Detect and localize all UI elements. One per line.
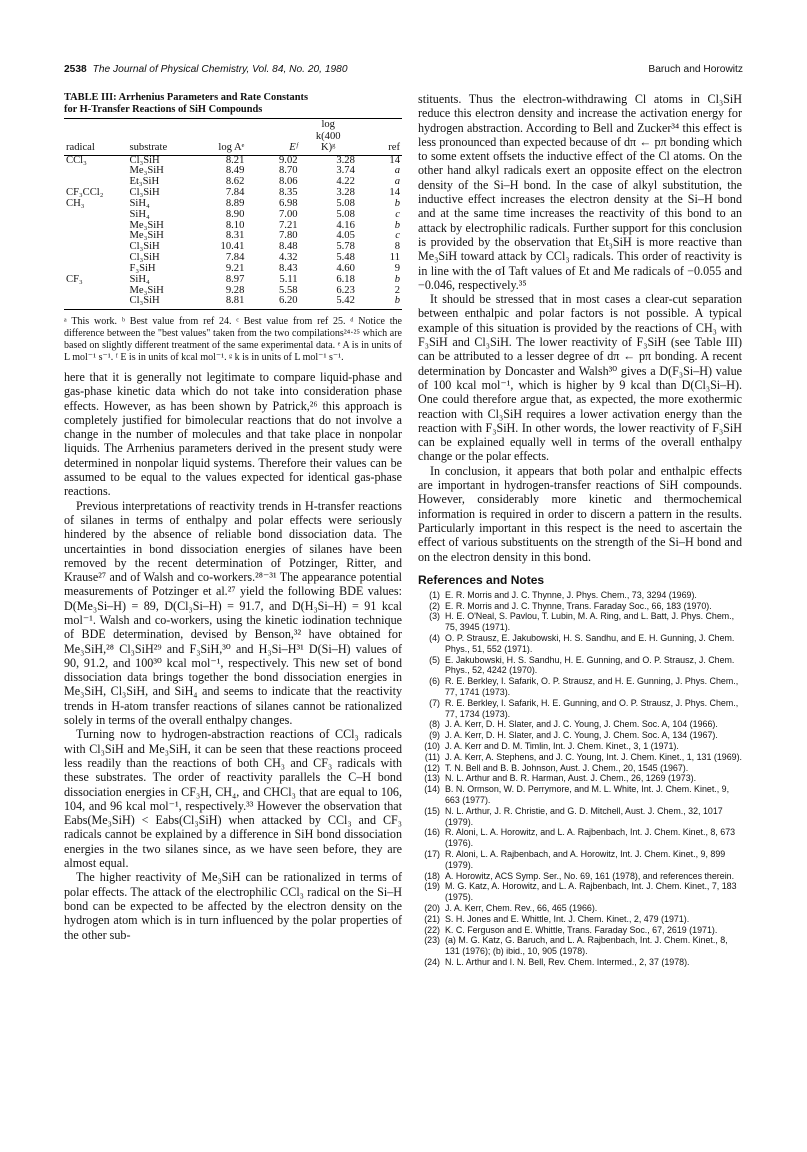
cell-ref: a: [394, 176, 400, 188]
reference-item: [418, 935, 742, 957]
reference-text: R. Aloni, L. A. Horowitz, and L. A. Rajbenbach, Int. J. Chem. Kinet., 8, 673 (1976).: [445, 827, 736, 849]
reference-text: J. A. Kerr and D. M. Timlin, Int. J. Chem. Kinet., 3, 1 (1971).: [445, 740, 679, 751]
cell-ref: 2: [394, 284, 400, 296]
cell-substrate: Cl₃SiH: [128, 296, 192, 309]
cell-logk: 4.05: [336, 230, 355, 242]
reference-number: (7): [429, 697, 440, 708]
cell-logA: 10.41: [220, 241, 245, 253]
cell-ref: 8: [394, 241, 400, 253]
cell-ref: 11: [389, 252, 400, 264]
cell-logk: 6.18: [336, 273, 355, 285]
reference-text: R. E. Berkley, I. Safarik, H. E. Gunning, and O. P. Strausz, J. Phys. Chem., 77, 1734 (1973).: [445, 697, 739, 719]
reference-text: R. Aloni, L. A. Rajbenbach, and A. Horowitz, Int. J. Chem. Kinet., 9, 899 (1979).: [445, 848, 726, 870]
cell-E: 8.35: [279, 187, 298, 199]
reference-item: [418, 655, 742, 677]
reference-number: (2): [429, 600, 440, 611]
reference-item: [418, 741, 742, 752]
left-column: [64, 92, 402, 942]
cell-logk: 3.28: [336, 154, 355, 166]
table-row: [64, 275, 402, 286]
running-head-authors: Baruch and Horowitz: [648, 64, 743, 75]
cell-substrate: SiH₄: [129, 273, 150, 285]
paragraph: Turning now to hydrogen-abstraction reactions of CCl₃ radicals with Cl₃SiH and Me₃SiH, it can be seen that these reactions proceed less readily than the reactions of both CH₃ and CF₃ radicals with these substrates. The order of reactivity parallels the C–H bond dissociation energies in CF₃H, CH₄, and CHCl₃ that are equal to 106, 104, and 96 kcal mol⁻¹, respectively.³³ However the observation that Eabs(Me₃SiH) < Eabs(Cl₃SiH) when attacked by CCl₃ and CF₃ radicals cannot be explained by a difference in SiH bond dissociation energies in the two silanes since, as we have seen before, they are almost equal.: [64, 727, 402, 871]
reference-number: (12): [424, 762, 440, 773]
reference-text: E. R. Morris and J. C. Thynne, Trans. Faraday Soc., 66, 183 (1970).: [445, 600, 712, 611]
reference-number: (23): [424, 935, 440, 946]
cell-ref: c: [395, 208, 400, 220]
reference-item: [418, 763, 742, 774]
reference-item: [418, 773, 742, 784]
reference-item: [418, 601, 742, 612]
cell-ref: 14: [389, 154, 400, 166]
table-header-row: [64, 131, 402, 143]
cell-radical: [64, 221, 128, 232]
cell-substrate: SiH₄: [129, 197, 150, 209]
reference-number: (24): [424, 956, 440, 967]
header-k-units: K)ᵍ: [300, 142, 357, 155]
cell-E: 8.43: [279, 262, 298, 274]
reference-text: J. A. Kerr, D. H. Slater, and J. C. Young, J. Chem. Soc. A, 104 (1966).: [445, 719, 718, 730]
reference-text: K. C. Ferguson and E. Whittle, Trans. Faraday Soc., 67, 2619 (1971).: [445, 924, 718, 935]
references-heading: References and Notes: [418, 572, 545, 587]
cell-radical: CH₃: [66, 197, 85, 209]
cell-ref: b: [394, 273, 400, 285]
cell-logA: 8.31: [225, 230, 245, 242]
reference-text: N. L. Arthur, J. R. Christie, and G. D. Mitchell, Aust. J. Chem., 32, 1017 (1979).: [445, 805, 723, 827]
cell-radical: [64, 286, 128, 297]
table-header-row: [64, 142, 402, 155]
reference-text: J. A. Kerr, A. Stephens, and J. C. Young, Int. J. Chem. Kinet., 1, 131 (1969).: [445, 751, 742, 762]
left-body-text: [64, 370, 402, 942]
cell-substrate: F₃SiH: [129, 262, 156, 274]
cell-logk: 4.60: [336, 262, 355, 274]
cell-logA: 8.62: [225, 176, 245, 188]
header-k: k(400: [315, 130, 341, 142]
reference-text: S. H. Jones and E. Whittle, Int. J. Chem. Kinet., 2, 479 (1971).: [445, 913, 690, 924]
table-caption-line: for H-Transfer Reactions of SiH Compounds: [64, 104, 263, 115]
cell-logA: 8.81: [191, 296, 250, 309]
cell-radical: [64, 242, 128, 253]
cell-substrate: Cl₃SiH: [129, 187, 160, 199]
cell-radical: [64, 253, 128, 264]
cell-logA: 8.49: [225, 165, 245, 177]
reference-item: [418, 611, 742, 633]
reference-number: (16): [424, 827, 440, 838]
cell-radical: [64, 210, 128, 221]
reference-item: [418, 676, 742, 698]
reference-text: N. L. Arthur and B. R. Harman, Aust. J. Chem., 26, 1269 (1973).: [445, 773, 697, 784]
reference-number: (20): [424, 902, 440, 913]
cell-E: 8.06: [279, 176, 298, 188]
cell-substrate: Me₃SiH: [129, 219, 164, 231]
cell-logA: 8.97: [225, 273, 245, 285]
cell-logk: 3.28: [336, 187, 355, 199]
reference-item: [418, 957, 742, 968]
paragraph: The higher reactivity of Me₃SiH can be rationalized in terms of polar effects. The attack of the electrophilic CCl₃ radical on the Si–H bond can be expected to be affected by the electron density on the hydrogen atom which is in turn influenced by the polar properties of the other sub-: [64, 870, 402, 942]
reference-item: [418, 849, 742, 871]
reference-text: A. Horowitz, ACS Symp. Ser., No. 69, 161 (1978), and references therein.: [445, 870, 735, 881]
reference-number: (13): [424, 773, 440, 784]
reference-item: [418, 903, 742, 914]
cell-E: 6.98: [279, 197, 298, 209]
cell-logA: 7.84: [225, 252, 245, 264]
arrhenius-table: [64, 118, 402, 310]
cell-substrate: Me₃SiH: [129, 284, 164, 296]
reference-number: (18): [424, 870, 440, 881]
cell-logk: 4.16: [336, 219, 355, 231]
reference-item: [418, 881, 742, 903]
cell-ref: 14: [389, 187, 400, 199]
references-list: [418, 590, 742, 968]
reference-item: [418, 806, 742, 828]
reference-item: [418, 871, 742, 882]
cell-radical: [64, 231, 128, 242]
paragraph: stituents. Thus the electron-withdrawing Cl atoms in Cl₃SiH reduce this electron density and increase the activation energy for hydrogen abstraction. According to Bell and Zucker³⁴ this effect is less pronounced than expected because of dπ ← pπ bonding which to some extent offsets the inductive effect of the Cl atoms. On the other hand alkyl radicals exert an opposite effect on the electron density of the Si–H bond. In the case of alkyl substitution, the inductive effect increases the electron density at the Si–H bond and at the same time increases the reactivity of this bond to an attack by electrophilic radicals. Further support for this conclusion is provided by the observation that Et₃SiH is more reactive than Me₃SiH toward attack by CCl₃ radicals. This order of reactivity is in line with the σI Taft values of Et and Me radicals of −0.055 and −0.046, respectively.³⁵: [418, 92, 742, 292]
reference-text: J. A. Kerr, Chem. Rev., 66, 465 (1966).: [445, 902, 598, 913]
cell-ref: b: [357, 296, 402, 309]
reference-number: (9): [429, 730, 440, 741]
header-log-a: log Aᵉ: [191, 142, 250, 155]
reference-item: [418, 827, 742, 849]
table-footnotes: ᵃ This work. ᵇ Best value from ref 24. ᶜ Best value from ref 25. ᵈ Notice the difference between the "best values" taken from the two compilations²⁴·²⁵ which are based on slightly different treatment of the same experimental data. ᵉ A is in units of L mol⁻¹ s⁻¹. ᶠ E is in units of kcal mol⁻¹. ᵍ k is in units of L mol⁻¹ s⁻¹.: [64, 316, 402, 364]
header-radical: radical: [64, 142, 128, 155]
reference-number: (3): [429, 611, 440, 622]
reference-number: (19): [424, 881, 440, 892]
cell-E: 7.00: [279, 208, 298, 220]
header-log: log: [300, 119, 357, 131]
reference-text: N. L. Arthur and I. N. Bell, Rev. Chem. Intermed., 2, 37 (1978).: [445, 956, 690, 967]
reference-number: (15): [424, 805, 440, 816]
right-column: [418, 92, 742, 968]
cell-logA: 8.21: [225, 154, 245, 166]
table-row: [64, 210, 402, 221]
table-caption-line: TABLE III: Arrhenius Parameters and Rate Constants: [64, 92, 308, 103]
reference-item: [418, 914, 742, 925]
cell-ref: b: [394, 219, 400, 231]
table-header-row: [64, 119, 402, 131]
reference-text: M. G. Katz, A. Horowitz, and L. A. Rajbenbach, Int. J. Chem. Kinet., 7, 183 (1975).: [445, 881, 737, 903]
reference-text: J. A. Kerr, D. H. Slater, and J. C. Young, J. Chem. Soc. A, 134 (1967).: [445, 730, 718, 741]
reference-number: (17): [424, 848, 440, 859]
reference-number: (11): [424, 751, 440, 762]
reference-number: (1): [429, 589, 440, 600]
cell-logA: 7.84: [225, 187, 245, 199]
page-number: 2538: [64, 64, 87, 75]
table-row: [64, 296, 402, 309]
cell-substrate: Me₃SiH: [129, 230, 164, 242]
cell-logA: 9.28: [225, 284, 245, 296]
reference-item: [418, 719, 742, 730]
reference-item: [418, 925, 742, 936]
cell-logk: 5.08: [336, 197, 355, 209]
reference-item: [418, 730, 742, 741]
cell-ref: c: [395, 230, 400, 242]
page-header: [64, 64, 743, 78]
cell-radical: CF₃: [66, 273, 83, 285]
cell-logk: 4.22: [336, 176, 355, 188]
reference-text: E. Jakubowski, H. S. Sandhu, H. E. Gunning, and O. P. Strausz, J. Chem. Phys., 52, 4242 (1970).: [445, 654, 735, 676]
reference-number: (10): [424, 740, 440, 751]
reference-number: (14): [424, 784, 440, 795]
reference-text: O. P. Strausz, E. Jakubowski, H. S. Sandhu, and E. H. Gunning, J. Chem. Phys., 51, 552 (1971).: [445, 632, 735, 654]
cell-logA: 9.21: [225, 262, 245, 274]
reference-number: (5): [429, 654, 440, 665]
cell-substrate: Et₃SiH: [129, 176, 160, 188]
paragraph: Previous interpretations of reactivity trends in H-transfer reactions of silanes in terms of enthalpy and polar effects were seriously hindered by the absence of reliable bond dissociation data. The uncertainties in bond dissociation energies of silanes have been removed by the recent determination of Potzinger, Ritter, and Krause²⁷ and of Walsh and co-workers.²⁸⁻³¹ The appearance potential measurements of Potzinger et al.²⁷ yield the following BDE values: D(Me₃Si–H) = 89, D(Cl₃Si–H) = 91.7, and D(H₃Si–H) = 91 kcal mol⁻¹. Walsh and co-workers, using the kinetic iodination technique of BDE determination, devised by Benson,³² have obtained for Me₃SiH,²⁸ Cl₃SiH²⁹ and F₃SiH,³⁰ and H₃Si–H³¹ D(Si–H) values of 90, 91.2, and 100³⁰ kcal mol⁻¹, respectively. This new set of bond dissociation data brings together the bond dissociation energies in Me₃SiH, Cl₃SiH, and SiH₄ and seems to indicate that the reactivity trends in H-atom transfer reactions of silanes cannot be rationalized solely in terms of the overall enthalpy changes.: [64, 498, 402, 728]
reference-item: [418, 590, 742, 601]
header-ref: ref: [357, 142, 402, 155]
reference-item: [418, 784, 742, 806]
cell-ref: 9: [394, 262, 400, 274]
reference-text: T. N. Bell and B. B. Johnson, Aust. J. Chem., 20, 1545 (1967).: [445, 762, 689, 773]
reference-text: E. R. Morris and J. C. Thynne, J. Phys. Chem., 73, 3294 (1969).: [445, 589, 697, 600]
cell-logA: 8.89: [225, 197, 245, 209]
cell-logA: 8.90: [225, 208, 245, 220]
paragraph: here that it is generally not legitimate to compare liquid-phase and gas-phase kinetic data which do not take into consideration phase effects. However, as has been shown by Patrick,²⁶ this approach is completely justified for bimolecular reactions that do not involve a change in the number of molecules and that take place in nonpolar liquids. The Arrhenius parameters derived in the present study were determined in nonpolar liquid systems. Therefore their values can be assumed to be equal to the values expected for identical gas-phase reactions.: [64, 369, 402, 499]
reference-item: [418, 752, 742, 763]
cell-E: 7.21: [279, 219, 298, 231]
header-e: Eᶠ: [250, 142, 299, 155]
cell-substrate: Cl₃SiH: [129, 241, 160, 253]
cell-ref: a: [394, 165, 400, 177]
cell-E: 8.48: [279, 241, 298, 253]
reference-item: [418, 698, 742, 720]
cell-E: 9.02: [279, 154, 298, 166]
cell-E: 5.11: [279, 273, 298, 285]
cell-logk: 5.08: [336, 208, 355, 220]
cell-E: 8.70: [279, 165, 298, 177]
header-substrate: substrate: [128, 142, 192, 155]
reference-text: H. E. O'Neal, S. Pavlou, T. Lubin, M. A. Ring, and L. Batt, J. Phys. Chem., 75, 3945 (1971).: [445, 611, 735, 633]
cell-logk: 6.23: [336, 284, 355, 296]
paragraph: In conclusion, it appears that both polar and enthalpic effects are important in hydrogen-transfer reactions of SiH compounds. However, considerably more kinetic and thermochemical information is required in order to discern a pattern in the results. Particularly important in this respect is the need to ascertain the effect of various substituents on the strength of the Si–H bond and on the electron density in this bond.: [418, 463, 742, 564]
right-body-text: [418, 92, 742, 564]
cell-logk: 5.48: [336, 252, 355, 264]
cell-substrate: Cl₃SiH: [129, 154, 160, 166]
cell-ref: b: [394, 197, 400, 209]
cell-E: 4.32: [279, 252, 298, 264]
cell-substrate: SiH₄: [129, 208, 150, 220]
reference-number: (4): [429, 632, 440, 643]
cell-radical: CCl₃: [66, 154, 87, 166]
cell-radical: [64, 166, 128, 177]
table-body: [64, 155, 402, 310]
paragraph: It should be stressed that in most cases a clear-cut separation between enthalpic and polar factors is not possible. A typical example of this situation is provided by the reactions of CH₃ with F₃SiH and Cl₃SiH. The lower reactivity of F₃SiH (see Table III) can be attributed to a lesser degree of dπ ← pπ bonding. A recent determination by Doncaster and Walsh³⁰ gives a D(F₃Si–H) value of 100 kcal mol⁻¹, which is higher by 9 kcal than D(Cl₃Si–H). One could therefore argue that, as expected, the more exothermic reaction with Cl₃SiH requires a lower activation energy than the reaction with F₃SiH. In other words, the lower reactivity of F₃SiH can be explained equally well in terms of the overall enthalpy change or the polar effects.: [418, 292, 742, 464]
cell-substrate: Cl₃SiH: [129, 252, 160, 264]
cell-logk: 5.78: [336, 241, 355, 253]
cell-logA: 8.10: [225, 219, 245, 231]
reference-item: [418, 633, 742, 655]
journal-title: The Journal of Physical Chemistry, Vol. 84, No. 20, 1980: [92, 64, 348, 75]
cell-E: 7.80: [279, 230, 298, 242]
reference-text: B. N. Ormson, W. D. Perrymore, and M. L. White, Int. J. Chem. Kinet., 9, 663 (1977).: [445, 784, 730, 805]
table-caption: [64, 92, 402, 116]
cell-E: 5.58: [279, 284, 298, 296]
cell-logk: 3.74: [336, 165, 355, 177]
reference-text: (a) M. G. Katz, G. Baruch, and L. A. Rajbenbach, Int. J. Chem. Kinet., 8, 131 (1976); (b) ibid., 10, 905 (1978).: [445, 935, 728, 957]
cell-radical: CF₃CCl₂: [66, 187, 104, 199]
cell-logk: 5.42: [300, 296, 357, 309]
reference-number: (6): [429, 676, 440, 687]
cell-E: 6.20: [250, 296, 299, 309]
reference-number: (22): [424, 924, 440, 935]
cell-radical: [64, 296, 128, 309]
reference-number: (21): [424, 913, 440, 924]
cell-substrate: Me₃SiH: [129, 165, 164, 177]
reference-text: R. E. Berkley, I. Safarik, O. P. Strausz, and H. E. Gunning, J. Phys. Chem., 77, 1741 (1973).: [445, 676, 739, 697]
reference-number: (8): [429, 719, 440, 730]
